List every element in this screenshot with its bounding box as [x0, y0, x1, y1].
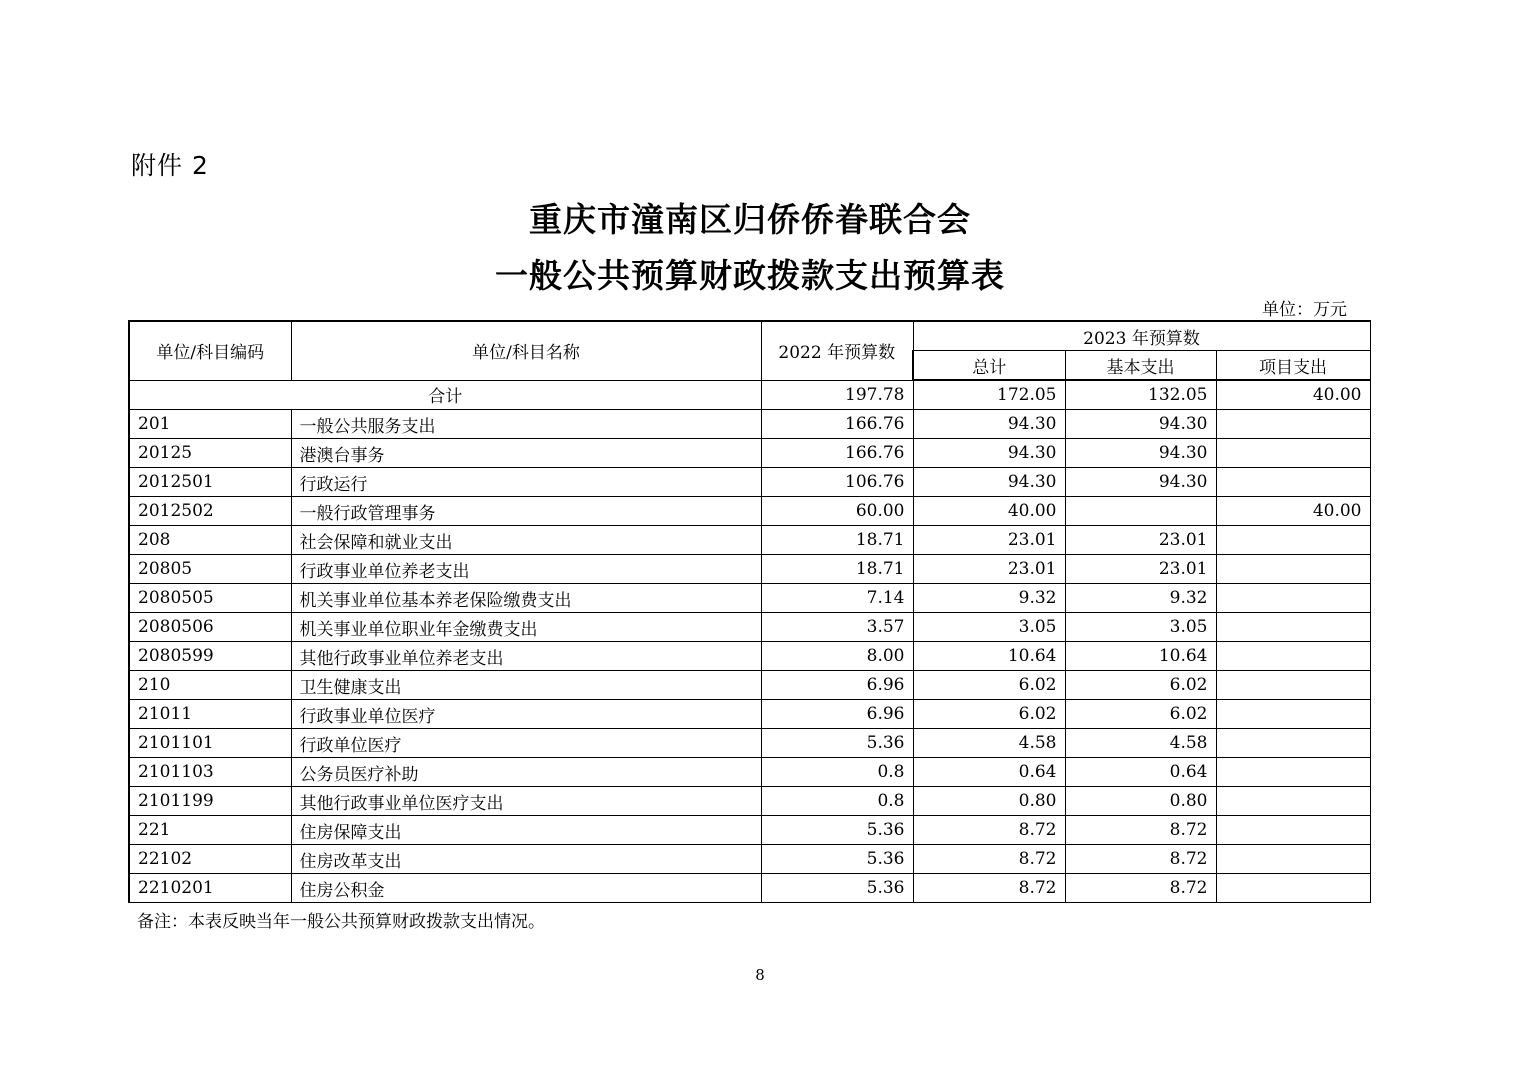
- table-row: [129, 526, 1370, 555]
- table-row: [129, 642, 1370, 671]
- cell-budget-2022: 18.71: [761, 555, 913, 584]
- cell-basic: 6.02: [1065, 671, 1216, 700]
- cell-project: [1216, 671, 1370, 700]
- cell-code: 208: [129, 526, 291, 555]
- budget-table: [128, 320, 1371, 903]
- cell-total: 4.58: [913, 729, 1065, 758]
- cell-budget-2022: 5.36: [761, 874, 913, 903]
- cell-basic: 6.02: [1065, 700, 1216, 729]
- cell-code: 22102: [129, 845, 291, 874]
- document-title-line1: 重庆市潼南区归侨侨眷联合会: [529, 200, 971, 239]
- cell-project: [1216, 729, 1370, 758]
- cell-name: 卫生健康支出: [291, 671, 761, 700]
- cell-name: 行政事业单位医疗: [291, 700, 761, 729]
- cell-project: [1216, 439, 1370, 468]
- cell-code: 2080505: [129, 584, 291, 613]
- header-basic: 基本支出: [1065, 351, 1216, 381]
- cell-basic: 94.30: [1065, 439, 1216, 468]
- cell-code: 2210201: [129, 874, 291, 903]
- document-title-line2: 一般公共预算财政拨款支出预算表: [495, 256, 1005, 295]
- total-project: 40.00: [1216, 380, 1370, 410]
- cell-total: 94.30: [913, 410, 1065, 439]
- header-budget-2022: 2022 年预算数: [761, 321, 913, 380]
- cell-name: 社会保障和就业支出: [291, 526, 761, 555]
- header-total: 总计: [913, 351, 1065, 381]
- cell-code: 2012501: [129, 468, 291, 497]
- cell-budget-2022: 18.71: [761, 526, 913, 555]
- table-row: [129, 497, 1370, 526]
- cell-name: 行政事业单位养老支出: [291, 555, 761, 584]
- cell-name: 住房改革支出: [291, 845, 761, 874]
- cell-project: 40.00: [1216, 497, 1370, 526]
- total-basic: 132.05: [1065, 380, 1216, 410]
- cell-total: 40.00: [913, 497, 1065, 526]
- cell-total: 3.05: [913, 613, 1065, 642]
- cell-project: [1216, 526, 1370, 555]
- cell-name: 行政运行: [291, 468, 761, 497]
- footnote: 备注：本表反映当年一般公共预算财政拨款支出情况。: [137, 912, 545, 932]
- page-number: 8: [755, 966, 765, 984]
- total-budget-2022: 197.78: [761, 380, 913, 410]
- cell-budget-2022: 5.36: [761, 845, 913, 874]
- table-row: [129, 555, 1370, 584]
- cell-budget-2022: 166.76: [761, 439, 913, 468]
- cell-project: [1216, 613, 1370, 642]
- cell-code: 2101101: [129, 729, 291, 758]
- cell-total: 9.32: [913, 584, 1065, 613]
- cell-budget-2022: 6.96: [761, 671, 913, 700]
- table-row: [129, 700, 1370, 729]
- header-code: 单位/科目编码: [129, 321, 291, 380]
- cell-budget-2022: 166.76: [761, 410, 913, 439]
- header-budget-2023: 2023 年预算数: [913, 321, 1370, 351]
- table-row: [129, 410, 1370, 439]
- table-row: [129, 584, 1370, 613]
- cell-name: 行政单位医疗: [291, 729, 761, 758]
- table-row: [129, 729, 1370, 758]
- cell-total: 23.01: [913, 555, 1065, 584]
- cell-basic: 8.72: [1065, 816, 1216, 845]
- cell-name: 其他行政事业单位养老支出: [291, 642, 761, 671]
- cell-name: 机关事业单位基本养老保险缴费支出: [291, 584, 761, 613]
- cell-project: [1216, 584, 1370, 613]
- cell-total: 94.30: [913, 439, 1065, 468]
- cell-total: 0.80: [913, 787, 1065, 816]
- cell-basic: 8.72: [1065, 874, 1216, 903]
- cell-project: [1216, 468, 1370, 497]
- cell-budget-2022: 0.8: [761, 758, 913, 787]
- cell-basic: 10.64: [1065, 642, 1216, 671]
- cell-code: 2080599: [129, 642, 291, 671]
- cell-budget-2022: 5.36: [761, 729, 913, 758]
- cell-name: 港澳台事务: [291, 439, 761, 468]
- total-total: 172.05: [913, 380, 1065, 410]
- cell-total: 0.64: [913, 758, 1065, 787]
- table-body: [129, 380, 1370, 903]
- cell-basic: 0.80: [1065, 787, 1216, 816]
- unit-label: 单位：万元: [1262, 300, 1347, 320]
- table-row: [129, 816, 1370, 845]
- cell-project: [1216, 555, 1370, 584]
- table-row: [129, 468, 1370, 497]
- cell-project: [1216, 874, 1370, 903]
- cell-basic: 3.05: [1065, 613, 1216, 642]
- cell-budget-2022: 3.57: [761, 613, 913, 642]
- cell-basic: 94.30: [1065, 410, 1216, 439]
- attachment-label: 附件 2: [131, 151, 209, 180]
- cell-name: 一般公共服务支出: [291, 410, 761, 439]
- cell-total: 6.02: [913, 671, 1065, 700]
- cell-name: 一般行政管理事务: [291, 497, 761, 526]
- cell-budget-2022: 5.36: [761, 816, 913, 845]
- cell-budget-2022: 7.14: [761, 584, 913, 613]
- table-row: [129, 874, 1370, 903]
- cell-budget-2022: 60.00: [761, 497, 913, 526]
- cell-code: 221: [129, 816, 291, 845]
- cell-total: 8.72: [913, 845, 1065, 874]
- cell-code: 20805: [129, 555, 291, 584]
- cell-basic: 23.01: [1065, 526, 1216, 555]
- cell-project: [1216, 410, 1370, 439]
- header-name: 单位/科目名称: [291, 321, 761, 380]
- table-row: [129, 439, 1370, 468]
- cell-code: 201: [129, 410, 291, 439]
- table-row: [129, 758, 1370, 787]
- table-row: [129, 671, 1370, 700]
- cell-code: 20125: [129, 439, 291, 468]
- total-label: 合计: [129, 380, 761, 410]
- cell-project: [1216, 758, 1370, 787]
- header-project: 项目支出: [1216, 351, 1370, 381]
- cell-project: [1216, 787, 1370, 816]
- cell-basic: 23.01: [1065, 555, 1216, 584]
- cell-name: 机关事业单位职业年金缴费支出: [291, 613, 761, 642]
- cell-name: 其他行政事业单位医疗支出: [291, 787, 761, 816]
- cell-code: 2012502: [129, 497, 291, 526]
- cell-budget-2022: 8.00: [761, 642, 913, 671]
- cell-project: [1216, 845, 1370, 874]
- cell-code: 2101199: [129, 787, 291, 816]
- cell-budget-2022: 6.96: [761, 700, 913, 729]
- cell-total: 6.02: [913, 700, 1065, 729]
- cell-code: 2101103: [129, 758, 291, 787]
- cell-total: 94.30: [913, 468, 1065, 497]
- cell-basic: 9.32: [1065, 584, 1216, 613]
- cell-name: 公务员医疗补助: [291, 758, 761, 787]
- cell-basic: 94.30: [1065, 468, 1216, 497]
- cell-total: 8.72: [913, 816, 1065, 845]
- cell-basic: 4.58: [1065, 729, 1216, 758]
- cell-code: 21011: [129, 700, 291, 729]
- cell-budget-2022: 106.76: [761, 468, 913, 497]
- cell-code: 2080506: [129, 613, 291, 642]
- cell-total: 23.01: [913, 526, 1065, 555]
- cell-total: 10.64: [913, 642, 1065, 671]
- cell-project: [1216, 642, 1370, 671]
- cell-code: 210: [129, 671, 291, 700]
- cell-budget-2022: 0.8: [761, 787, 913, 816]
- cell-basic: [1065, 497, 1216, 526]
- cell-project: [1216, 700, 1370, 729]
- table-row: [129, 845, 1370, 874]
- table-row: [129, 613, 1370, 642]
- cell-name: 住房保障支出: [291, 816, 761, 845]
- cell-basic: 8.72: [1065, 845, 1216, 874]
- cell-basic: 0.64: [1065, 758, 1216, 787]
- cell-project: [1216, 816, 1370, 845]
- cell-total: 8.72: [913, 874, 1065, 903]
- cell-name: 住房公积金: [291, 874, 761, 903]
- table-row: [129, 787, 1370, 816]
- total-row: [129, 380, 1370, 410]
